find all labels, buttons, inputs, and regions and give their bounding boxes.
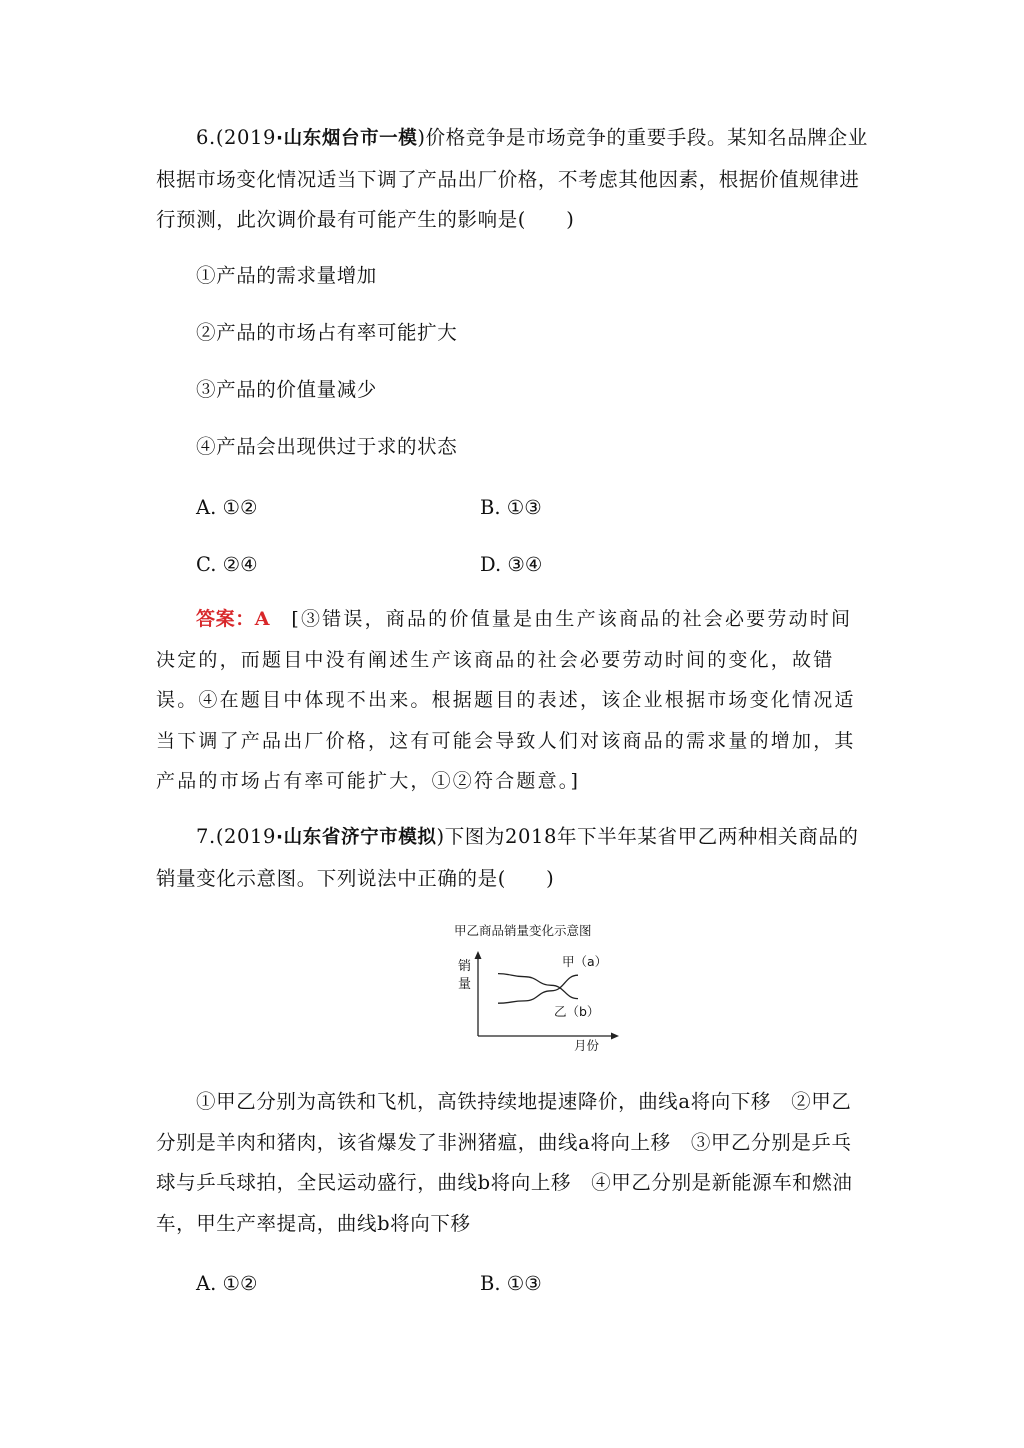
q7-options-row-1 <box>196 1270 876 1298</box>
q7-stem: 7.(2019·山东省济宁市模拟)下图为2018年下半年某省甲乙两种相关商品的销量变化示意图。下列说法中正确的是( ) <box>156 825 859 890</box>
q7-stem-text: 下图为2018年下半年某省甲乙两种相关商品的销量变化示意图。下列说法中正确的是( ) <box>156 825 859 890</box>
q6-answer-explanation: [③错误，商品的价值量是由生产该商品的社会必要劳动时间决定的，而题目中没有阐述生产该商品的社会必要劳动时间的变化，故错误。④在题目中体现不出来。根据题目的表述，该企业根据市场变化情况适当下调了产品出厂价格，这有可能会导致人们对该商品的需求量的增加，其产品的市场占有率可能扩大，①②符合题意。] <box>156 608 856 792</box>
chart-y-label: 销量 <box>458 959 472 992</box>
q6-number: 6. <box>196 126 216 149</box>
curve-a <box>498 974 578 999</box>
q7-option-b: B. ①③ <box>480 1272 542 1295</box>
q7-option-a: A. ①② <box>196 1272 258 1295</box>
q6-answer-label: 答案：A <box>196 608 271 630</box>
q6-option-a: A. ①② <box>196 496 258 519</box>
q6-statement-4: ④产品会出现供过于求的状态 <box>196 435 458 458</box>
chart-x-label: 月份 <box>574 1038 600 1053</box>
q7-statements: ①甲乙分别为高铁和飞机，高铁持续地提速降价，曲线a将向下移 ②甲乙分别是羊肉和猪肉，该省爆发了非洲猪瘟，曲线a将向上移 ③甲乙分别是乒乓球与乒乓球拍，全民运动盛行，曲线b将向上移 ④甲乙分别是新能源车和燃油车，甲生产率提高，曲线b将向下移 <box>156 1090 853 1235</box>
x-axis-arrow <box>611 1033 619 1040</box>
q6-statement-2: ②产品的市场占有率可能扩大 <box>196 321 458 344</box>
q6-option-d: D. ③④ <box>480 553 543 576</box>
curve-b-label: 乙（b） <box>554 1004 600 1019</box>
chart-title: 甲乙商品销量变化示意图 <box>454 923 592 938</box>
curve-a-label: 甲（a） <box>562 954 608 969</box>
q6-options-row-1 <box>196 494 876 522</box>
sales-chart <box>446 918 622 1060</box>
q6-stem: 6.(2019·山东烟台市一模)价格竞争是市场竞争的重要手段。某知名品牌企业根据市场变化情况适当下调了产品出厂价格，不考虑其他因素，根据价值规律进行预测，此次调价最有可能产生的影响是( ) <box>156 126 868 231</box>
q7-source: ·山东省济宁市模拟 <box>276 827 437 848</box>
q6-statement-1: ①产品的需求量增加 <box>196 264 377 287</box>
q7-number: 7. <box>196 825 216 848</box>
q6-statement-3: ③产品的价值量减少 <box>196 378 377 401</box>
q6-answer <box>156 599 868 802</box>
q6-source: ·山东烟台市一模 <box>276 128 418 149</box>
q6-options-row-2 <box>196 551 876 579</box>
q6-stem-text: 价格竞争是市场竞争的重要手段。某知名品牌企业根据市场变化情况适当下调了产品出厂价格，不考虑其他因素，根据价值规律进行预测，此次调价最有可能产生的影响是( ) <box>156 126 868 231</box>
curve-b <box>498 975 578 1003</box>
q6-option-b: B. ①③ <box>480 496 542 519</box>
q6-option-c: C. ②④ <box>196 553 258 576</box>
y-axis-arrow <box>475 951 482 959</box>
